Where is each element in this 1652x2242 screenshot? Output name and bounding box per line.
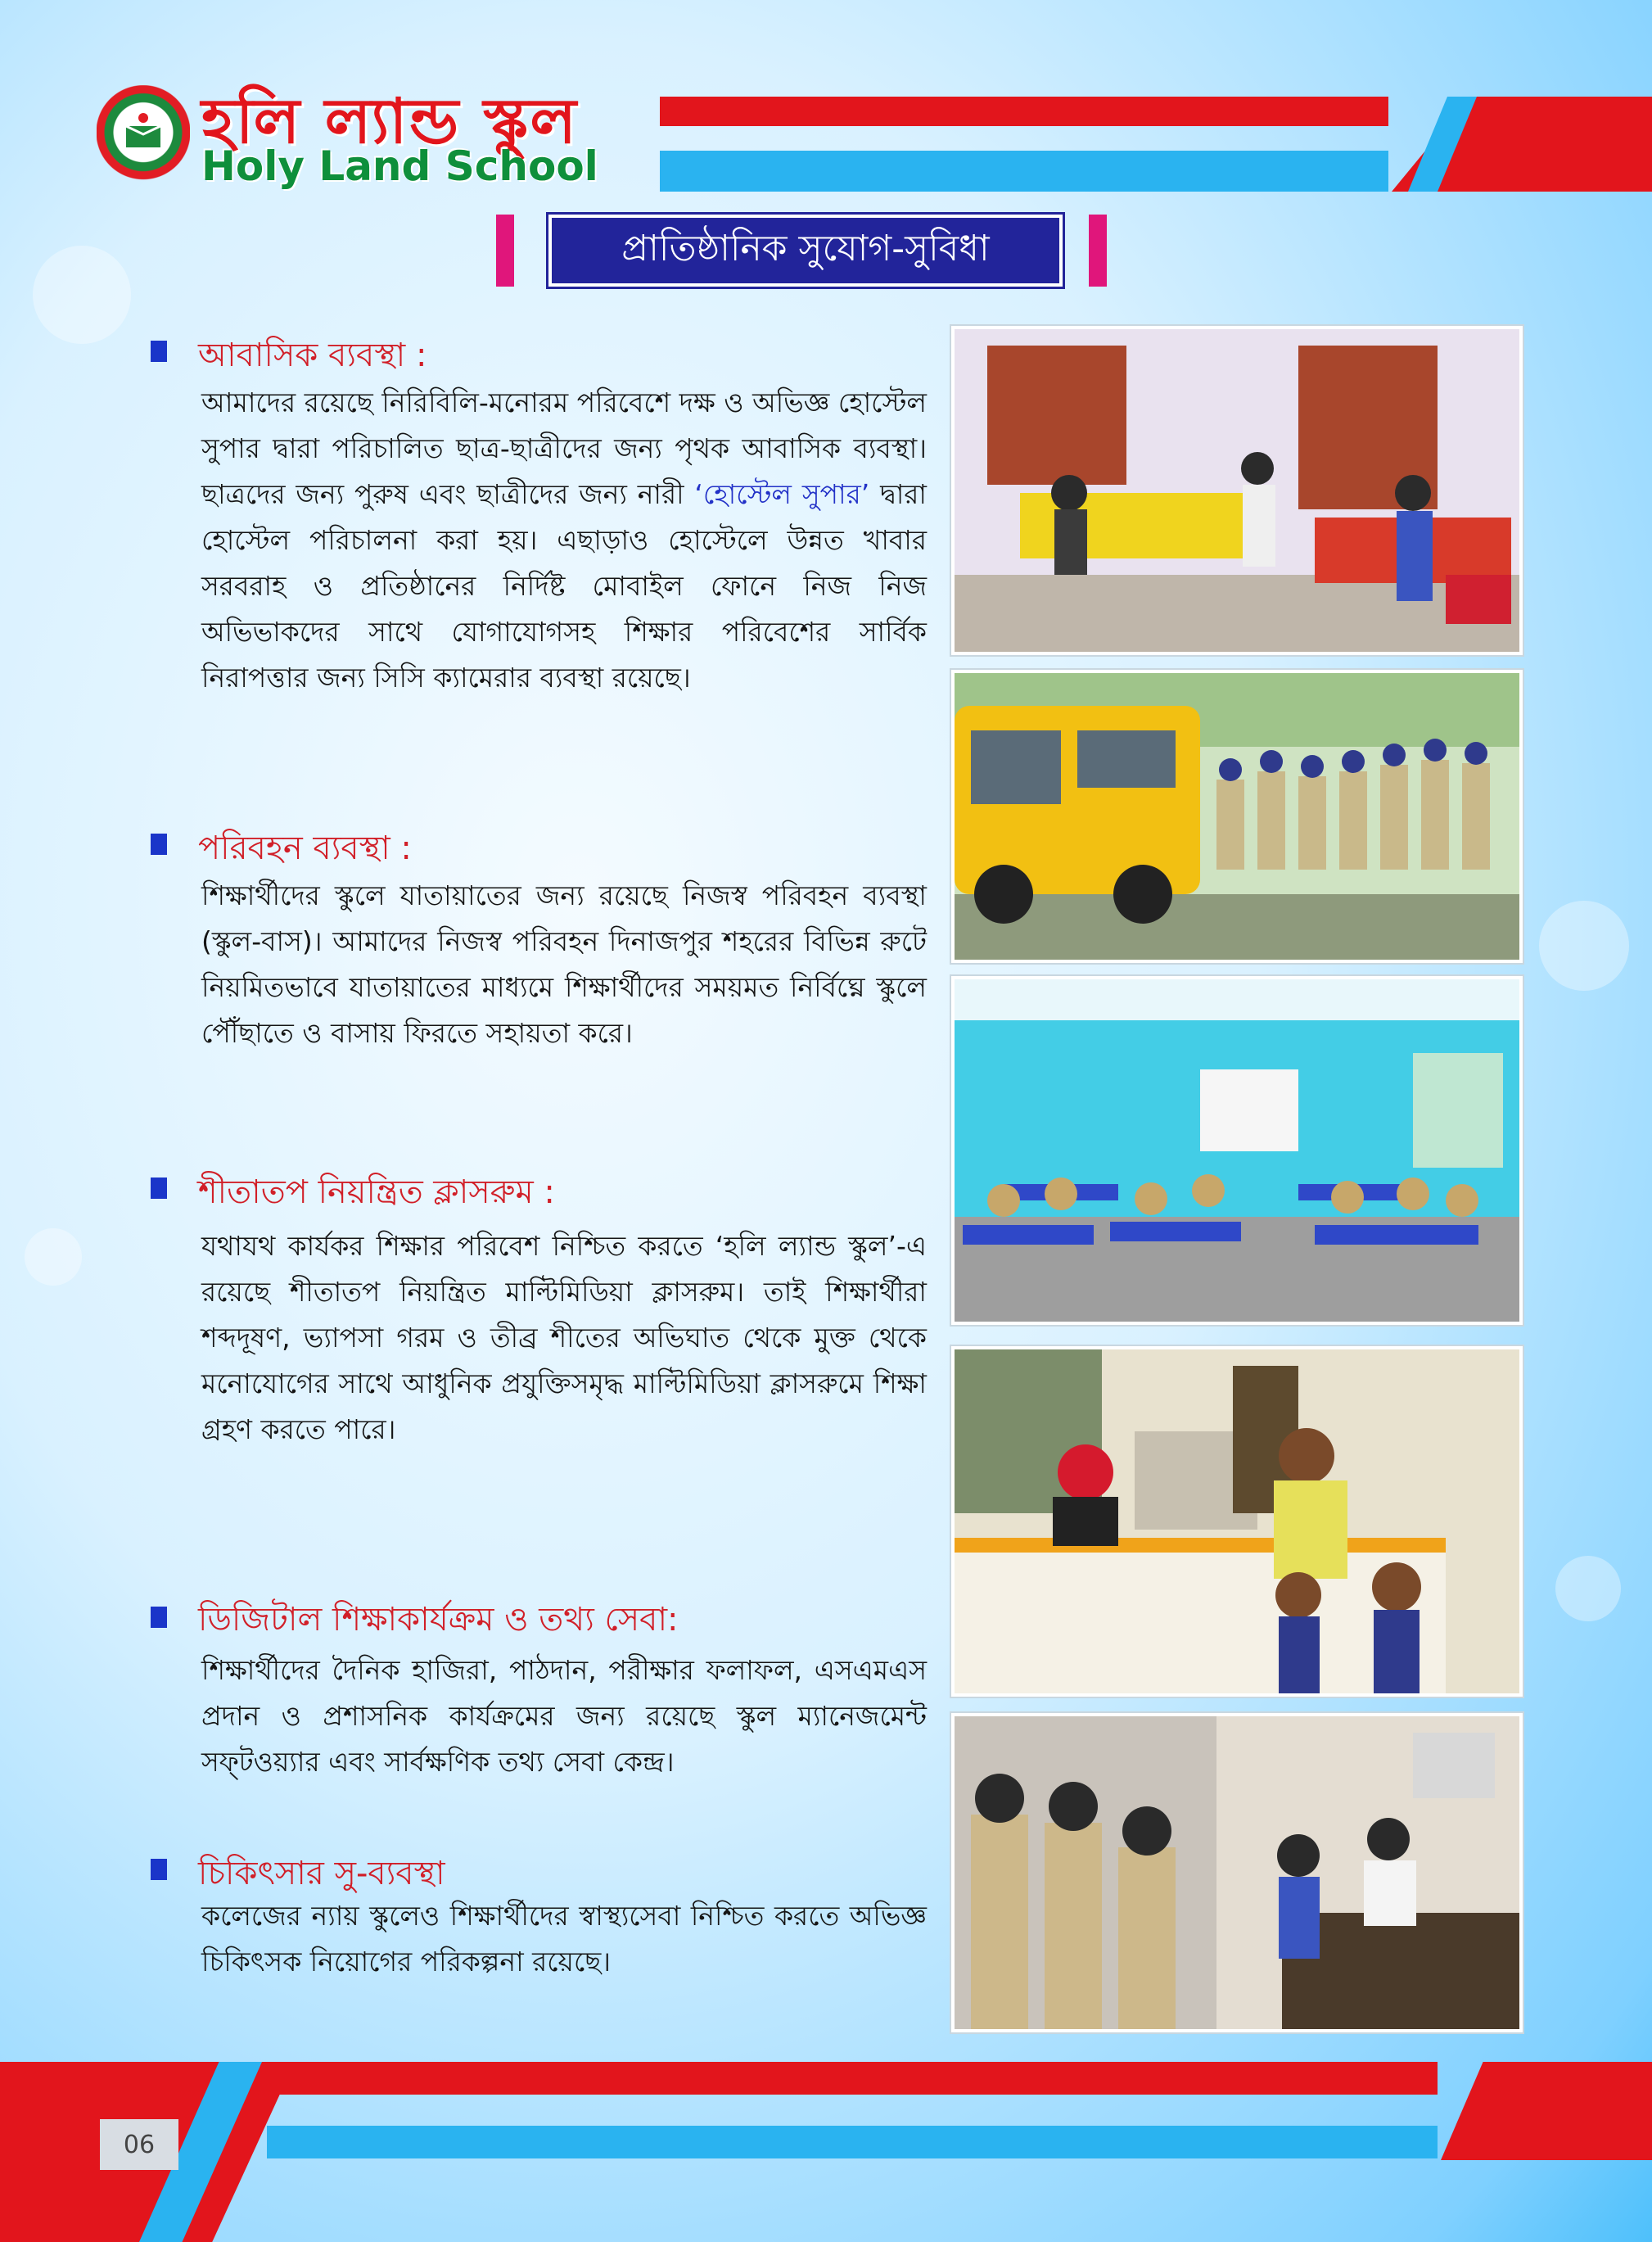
paragraph-residential: আমাদের রয়েছে নিরিবিলি-মনোরম পরিবেশে দক্ষ ও অভিজ্ঞ হোস্টেল সুপার দ্বারা পরিচালিত ছাত্র-ছাত্রীদের জন্য পৃথক আবাসিক ব্যবস্থা। ছাত্রদের জন্য পুরুষ এবং ছাত্রীদের জন্য নারী ‘হোস্টেল সুপার’ দ্বারা হোস্টেল পরিচালনা করা হয়। এছাড়াও হোস্টেলে উন্নত খাবার সরবরাহ ও প্রতিষ্ঠানের নির্দিষ্ট মোবাইল ফোনে নিজ নিজ অভিভাকদের সাথে যোগাযোগসহ শিক্ষার পরিবেশের সার্বিক নিরাপত্তার জন্য সিসি ক্যামেরার ব্যবস্থা রয়েছে। — [201, 386, 927, 694]
bokeh-circle — [33, 246, 131, 344]
footer-cyan-bar — [267, 2126, 1438, 2158]
page-number: 06 — [100, 2119, 178, 2170]
footer-red-slant-right — [1441, 2062, 1652, 2160]
school-bus-photo — [951, 670, 1523, 963]
medical-checkup-photo — [951, 1713, 1523, 2032]
school-name-english: Holy Land School — [201, 142, 598, 190]
school-name-bengali: হলি ল্যান্ড স্কুল — [201, 84, 578, 157]
header-red-bar — [660, 97, 1388, 126]
bokeh-circle — [1539, 901, 1629, 991]
paragraph-digital-services: শিক্ষার্থীদের দৈনিক হাজিরা, পাঠদান, পরীক্ষার ফলাফল, এসএমএস প্রদান ও প্রশাসনিক কার্যক্রমের জন্য রয়েছে স্কুল ম্যানেজমেন্ট সফ্‌টওয়্যার এবং সার্বক্ষণিক তথ্য সেবা কেন্দ্র। — [201, 1654, 927, 1778]
bullet-icon — [151, 1178, 167, 1199]
footer-red-bar — [267, 2062, 1438, 2095]
paragraph-transport: শিক্ষার্থীদের স্কুলে যাতায়াতের জন্য রয়েছে নিজস্ব পরিবহন ব্যবস্থা (স্কুল-বাস)। আমাদের নিজস্ব পরিবহন দিনাজপুর শহরের বিভিন্ন রুটে নিয়মিতভাবে যাতায়াতের মাধ্যমে শিক্ষার্থীদের সময়মত নির্বিঘ্নে স্কুলে পৌঁছাতে ও বাসায় ফিরতে সহায়তা করে। — [201, 879, 927, 1049]
bullet-icon — [151, 1859, 167, 1880]
school-emblem-icon — [97, 85, 190, 190]
paragraph-ac-classroom: যথাযথ কার্যকর শিক্ষার পরিবেশ নিশ্চিত করতে ‘হলি ল্যান্ড স্কুল’-এ রয়েছে শীতাতপ নিয়ন্ত্রিত মাল্টিমিডিয়া ক্লাসরুম। তাই শিক্ষার্থীরা শব্দদূষণ, ভ্যাপসা গরম ও তীব্র শীতের অভিঘাত থেকে মুক্ত থেকে মনোযোগের সাথে আধুনিক প্রযুক্তিসমৃদ্ধ মাল্টিমিডিয়া ক্লাসরুমে শিক্ষা গ্রহণ করতে পারে। — [201, 1230, 927, 1445]
bokeh-circle — [1555, 1556, 1621, 1621]
section-title-accent-right — [1089, 215, 1107, 287]
hostel-room-photo — [951, 326, 1523, 655]
header-cyan-bar — [660, 151, 1388, 192]
hostel-super-highlight: ‘হোস্টেল সুপার’ — [694, 478, 870, 510]
bokeh-circle — [25, 1228, 82, 1286]
ac-classroom-photo — [951, 976, 1523, 1325]
section-title-accent-left — [496, 215, 514, 287]
section-title: প্রাতিষ্ঠানিক সুযোগ-সুবিধা — [548, 215, 1063, 287]
info-desk-photo — [951, 1346, 1523, 1697]
bullet-icon — [151, 341, 167, 362]
bullet-icon — [151, 834, 167, 855]
bullet-icon — [151, 1607, 167, 1628]
paragraph-medical: কলেজের ন্যায় স্কুলেও শিক্ষার্থীদের স্বাস্থ্যসেবা নিশ্চিত করতে অভিজ্ঞ চিকিৎসক নিয়োগের পরিকল্পনা রয়েছে। — [201, 1900, 927, 1978]
